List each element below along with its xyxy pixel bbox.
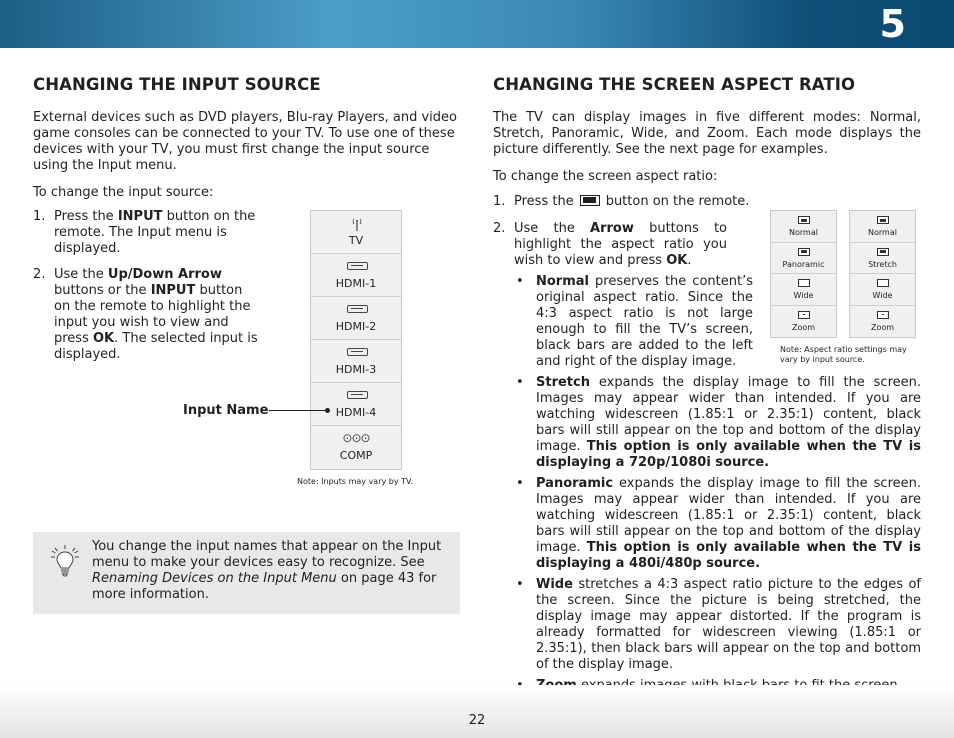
aspect-menu-label: Wide (872, 291, 893, 300)
aspect-step-1-number: 1. (493, 194, 506, 209)
input-menu-label: HDMI-3 (335, 363, 377, 376)
stretch-aspect-icon (877, 248, 889, 256)
aspect-ratio-title: CHANGING THE SCREEN ASPECT RATIO (493, 75, 856, 94)
aspect-menu-label: Normal (789, 228, 818, 237)
aspect-menu-item-zoom[interactable] (771, 306, 836, 338)
input-menu-label: TV (348, 234, 364, 247)
panoramic-aspect-icon (798, 248, 810, 256)
footer-band (0, 685, 954, 738)
hdmi-icon (347, 305, 368, 313)
inputs-note: Note: Inputs may vary by TV. (297, 477, 414, 486)
hdmi-icon (347, 348, 368, 356)
aspect-step-2-text: Use the Arrow buttons to highlight the aspect ratio you wish to view and press OK. (514, 221, 727, 268)
wide-aspect-icon (877, 279, 889, 287)
aspect-ratio-intro: The TV can display images in five different modes: Normal, Stretch, Panoramic, Wide, and Zoom. Each mode displays the picture differently. See the next page for examples. (493, 110, 921, 157)
input-menu-label: HDMI-4 (335, 406, 377, 419)
chapter-number: 5 (879, 2, 906, 46)
tip-text: You change the input names that appear on the Input menu to make your devices easy to recognize. See Renaming Devices on the Input Menu on page 43 for more information. (92, 539, 442, 602)
bullet-marker: • (516, 476, 524, 491)
callout-leader-line (269, 410, 328, 411)
callout-dot (325, 408, 330, 413)
hdmi-icon (347, 391, 368, 399)
aspect-menu-label: Wide (793, 291, 814, 300)
aspect-menu-item-normal[interactable] (771, 211, 836, 243)
antenna-icon (349, 216, 365, 232)
bullet-marker: • (516, 577, 524, 592)
aspect-menu-item-normal[interactable] (850, 211, 915, 243)
aspect-menu-item-zoom[interactable] (850, 306, 915, 338)
aspect-menu-item-wide[interactable] (850, 274, 915, 306)
zoom-aspect-icon (877, 311, 889, 319)
step-2-text: Use the Up/Down Arrow buttons or the INPUT button on the remote to highlight the input you wish to view and press OK. The selected input is displayed. (54, 267, 258, 362)
aspect-menu-item-stretch[interactable] (850, 243, 915, 275)
header-bar (0, 0, 954, 48)
aspect-step-1-text: Press the button on the remote. (514, 194, 750, 209)
wide-button-icon (580, 195, 600, 206)
aspect-menu-b (849, 210, 916, 338)
input-name-callout: Input Name (183, 403, 269, 418)
aspect-menu-item-panoramic[interactable] (771, 243, 836, 275)
aspect-menu-label: Normal (868, 228, 897, 237)
step-2-number: 2. (33, 267, 46, 282)
normal-description: Normal preserves the content’s original aspect ratio. Since the 4:3 aspect ratio is not large enough to fill the TV’s screen, black bars are added to the left and right of the display image. (536, 274, 753, 369)
input-menu-label: HDMI-2 (335, 320, 377, 333)
step-1-text: Press the INPUT button on the remote. The Input menu is displayed. (54, 209, 256, 256)
input-source-title: CHANGING THE INPUT SOURCE (33, 75, 321, 94)
step-1-number: 1. (33, 209, 46, 224)
normal-aspect-icon (798, 216, 810, 224)
hdmi-icon (347, 262, 368, 270)
input-menu-item-hdmi-1[interactable] (311, 254, 401, 297)
aspect-menu-a (770, 210, 837, 338)
aspect-menu-label: Panoramic (782, 259, 825, 269)
wide-aspect-icon (798, 279, 810, 287)
input-source-to-change: To change the input source: (33, 185, 214, 200)
aspect-menu-label: Zoom (870, 322, 895, 332)
panoramic-description: Panoramic expands the display image to fill the screen. Images may appear wider than intended. If you are watching widescreen (1.85:1 or 2.35:1) content, black bars will still appear on the top and bottom of the display image. This option is only available when the TV is displaying a 480i/480p source. (536, 476, 921, 571)
page-number: 22 (468, 713, 486, 728)
input-source-intro: External devices such as DVD players, Blu-ray Players, and video game consoles can be connected to your TV. To use one of these devices with your TV, you must first change the input source using the Input menu. (33, 110, 457, 173)
lightbulb-icon (50, 544, 80, 582)
aspect-menu-item-wide[interactable] (771, 274, 836, 306)
aspect-menu-label: Stretch (868, 259, 897, 269)
aspect-menu-label: Zoom (791, 322, 816, 332)
aspect-ratio-to-change: To change the screen aspect ratio: (493, 169, 718, 184)
zoom-aspect-icon (798, 311, 810, 319)
input-menu-item-hdmi-4[interactable] (311, 383, 401, 426)
normal-aspect-icon (877, 216, 889, 224)
bullet-marker: • (516, 375, 524, 390)
stretch-description: Stretch expands the display image to fill the screen. Images may appear wider than intended. If you are watching widescreen (1.85:1 or 2.35:1) content, black bars will still appear on the top and bottom of the display image. This option is only available when the TV is displaying a 720p/1080i source. (536, 375, 921, 470)
input-menu-item-hdmi-3[interactable] (311, 340, 401, 383)
input-menu-item-tv[interactable] (311, 211, 401, 254)
aspect-step-2-number: 2. (493, 221, 506, 236)
input-menu-label: HDMI-1 (335, 277, 377, 290)
input-menu-label: COMP (339, 449, 373, 462)
tip-box (33, 532, 460, 614)
component-icon: ⊙⊙⊙ (342, 431, 370, 445)
input-menu (310, 210, 402, 470)
input-menu-item-comp[interactable] (311, 426, 401, 469)
bullet-marker: • (516, 274, 524, 289)
wide-description: Wide stretches a 4:3 aspect ratio picture to the edges of the screen. Since the picture is being stretched, the display image may appear distorted. If the program is already formatted for widescreen viewing (1.85:1 or 2.35:1), then black bars will appear on the top and bottom of the display image. (536, 577, 921, 672)
input-menu-item-hdmi-2[interactable] (311, 297, 401, 340)
aspect-note: Note: Aspect ratio settings may vary by input source. (780, 345, 907, 364)
